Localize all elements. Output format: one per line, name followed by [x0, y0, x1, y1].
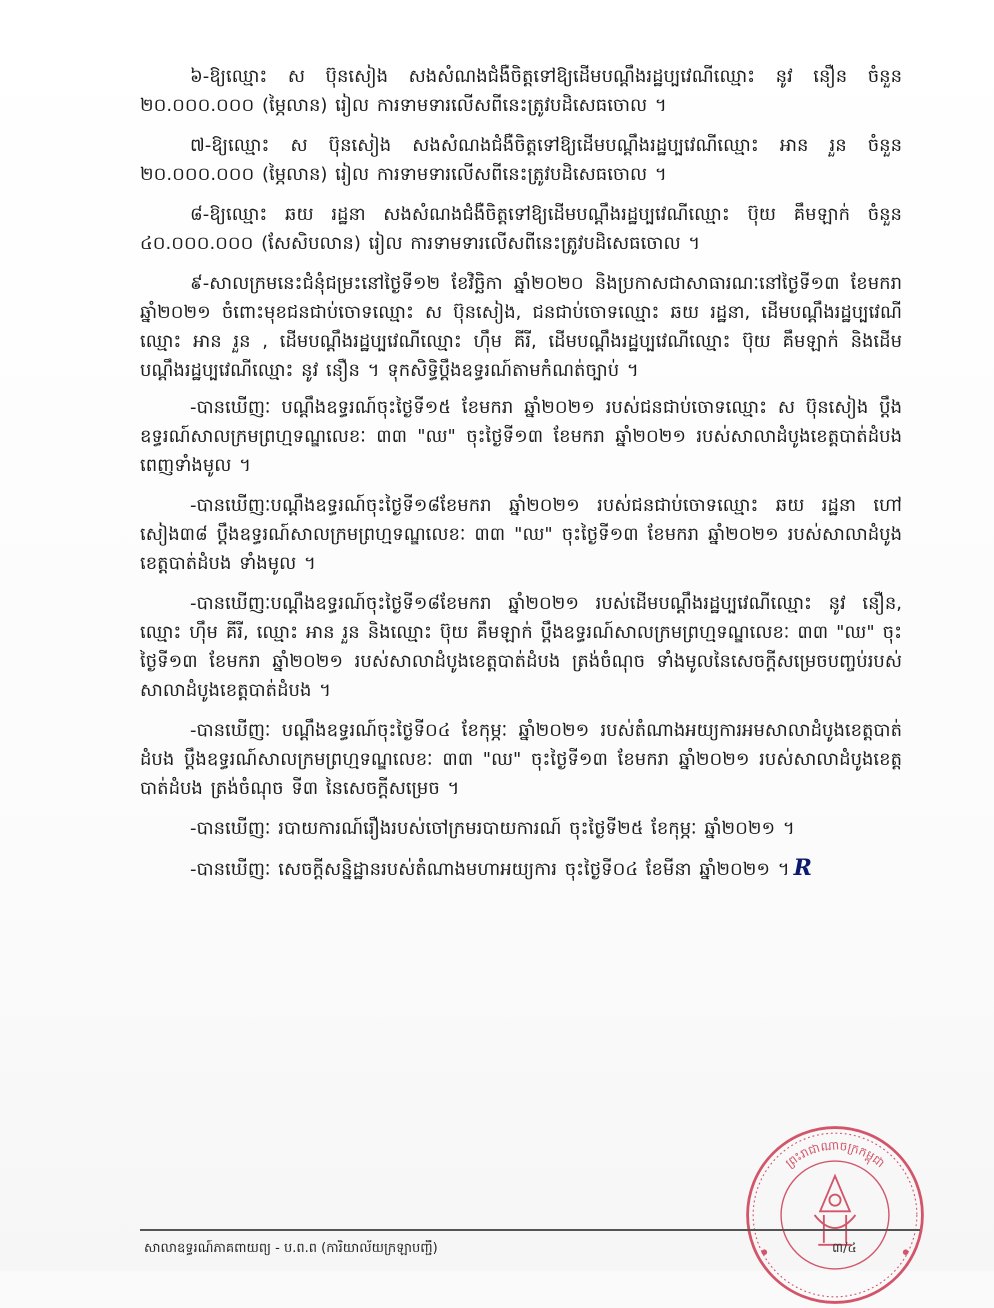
footer-page-number: ៣/៤: [832, 1241, 857, 1256]
seal-emblem-icon: [815, 1176, 856, 1245]
footer-text: សាលាឧទ្ធរណ៍ភាគពាយព្យ - ប.ព.ព (ការិយាល័យក្រឡាបញ្ជី): [144, 1241, 438, 1256]
paragraph-seen-appeal-defendant-1: -បានឃើញៈ បណ្តឹងឧទ្ធរណ៍ចុះថ្ងៃទី១៥ ខែមករា ឆ្នាំ២០២១ របស់ជនជាប់ចោទឈ្មោះ ស ប៊ុនសៀង ប្តឹងឧទ្ធរណ៍សាលក្រមព្រហ្មទណ្ឌលេខៈ ៣៣ "ឈ" ចុះថ្ងៃទី១៣ ខែមករា ឆ្នាំ២០២១ របស់សាលាដំបូងខេត្តបាត់ដំបង ពេញទាំងមូល ។: [140, 397, 902, 476]
paragraph-item-9: ៩-សាលក្រមនេះជំនុំជម្រះនៅថ្ងៃទី១២ ខែវិច្ឆិកា ឆ្នាំ២០២០ និងប្រកាសជាសាធារណៈនៅថ្ងៃទី១៣ ខែមករា ឆ្នាំ២០២១ ចំពោះមុខជនជាប់ចោទឈ្មោះ ស ប៊ុនសៀង, ជនជាប់ចោទឈ្មោះ ឆយ រដ្ឋនា, ដើមបណ្តឹងរដ្ឋប្បវេណីឈ្មោះ អាន រួន , ដើមបណ្តឹងរដ្ឋប្បវេណីឈ្មោះ ហ៊ឹម គីរី, ដើមបណ្តឹងរដ្ឋប្បវេណីឈ្មោះ ប៊ុយ គឹមឡាក់ និងដើមបណ្តឹងរដ្ឋប្បវេណីឈ្មោះ នូវ នឿន ។ ទុកសិទ្ធិប្តឹងឧទ្ធរណ៍តាមកំណត់ច្បាប់ ។: [140, 273, 902, 381]
paragraph-item-8: ៨-ឱ្យឈ្មោះ ឆយ រដ្ឋនា សងសំណងជំងឺចិត្តទៅឱ្យដើមបណ្តឹងរដ្ឋប្បវេណីឈ្មោះ ប៊ុយ គឹមឡាក់ ចំនួន ៤០.០០០.០០០ (សែសិបលាន) រៀល ការទាមទារលើសពីនេះត្រូវបដិសេធចោល ។: [140, 204, 902, 254]
footer-divider: [140, 1229, 920, 1231]
seal-arc-text: ព្រះរាជាណាចក្រកម្ពុជា: [782, 1138, 888, 1171]
paragraph-list: [140, 62, 902, 884]
paragraph-seen-report: -បានឃើញៈ របាយការណ៍រឿងរបស់ចៅក្រមរបាយការណ៍ ចុះថ្ងៃទី២៥ ខែកុម្ភៈ ឆ្នាំ២០២១ ។: [190, 818, 795, 839]
paragraph-seen-conclusion-text: -បានឃើញៈ សេចក្តីសន្និដ្ឋានរបស់តំណាងមហាអយ្យការ ចុះថ្ងៃទី០៤ ខែមីនា ឆ្នាំ២០២១ ។: [190, 859, 790, 880]
paragraph-seen-appeal-civil-parties: -បានឃើញៈបណ្តឹងឧទ្ធរណ៍ចុះថ្ងៃទី១៨ខែមករា ឆ្នាំ២០២១ របស់ដើមបណ្តឹងរដ្ឋប្បវេណីឈ្មោះ នូវ នឿន, ឈ្មោះ ហ៊ឹម គីរី, ឈ្មោះ អាន រួន និងឈ្មោះ ប៊ុយ គឹមឡាក់ ប្តឹងឧទ្ធរណ៍សាលក្រមព្រហ្មទណ្ឌលេខៈ ៣៣ "ឈ" ចុះថ្ងៃទី១៣ ខែមករា ឆ្នាំ២០២១ របស់សាលាដំបូងខេត្តបាត់ដំបង ត្រង់ចំណុច ទាំងមូលនៃសេចក្តីសម្រេចបញ្ចប់របស់សាលាដំបូងខេត្តបាត់ដំបង ។: [140, 593, 902, 701]
paragraph-seen-conclusion: [140, 854, 902, 884]
paragraph-seen-appeal-prosecutor: -បានឃើញៈ បណ្តឹងឧទ្ធរណ៍ចុះថ្ងៃទី០៤ ខែកុម្ភៈ ឆ្នាំ២០២១ របស់តំណាងអយ្យការអមសាលាដំបូងខេត្តបាត់ដំបង ប្តឹងឧទ្ធរណ៍សាលក្រមព្រហ្មទណ្ឌលេខៈ ៣៣ "ឈ" ចុះថ្ងៃទី១៣ ខែមករា ឆ្នាំ២០២១ របស់សាលាដំបូងខេត្តបាត់ដំបង ត្រង់ចំណុច ទី៣ នៃសេចក្តីសម្រេច ។: [140, 720, 902, 799]
document-body: [140, 62, 902, 895]
paragraph-seen-appeal-defendant-2: -បានឃើញៈបណ្តឹងឧទ្ធរណ៍ចុះថ្ងៃទី១៨ខែមករា ឆ្នាំ២០២១ របស់ជនជាប់ចោទឈ្មោះ ឆយ រដ្ឋនា ហៅ សៀង៣៨ ប្តឹងឧទ្ធរណ៍សាលក្រមព្រហ្មទណ្ឌលេខៈ ៣៣ "ឈ" ចុះថ្ងៃទី១៣ ខែមករា ឆ្នាំ២០២១ របស់សាលាដំបូងខេត្តបាត់ដំបង ទាំងមូល ។: [140, 495, 902, 574]
court-seal-stamp: [742, 1122, 928, 1308]
handwritten-initial: R: [793, 855, 812, 881]
paragraph-item-7: ៧-ឱ្យឈ្មោះ ស ប៊ុនសៀង សងសំណងជំងឺចិត្តទៅឱ្យដើមបណ្តឹងរដ្ឋប្បវេណីឈ្មោះ អាន រួន ចំនួន ២០.០០០.០០០ (ម្ភៃលាន) រៀល ការទាមទារលើសពីនេះត្រូវបដិសេធចោល ។: [140, 135, 902, 185]
paragraph-item-6: ៦-ឱ្យឈ្មោះ ស ប៊ុនសៀង សងសំណងជំងឺចិត្តទៅឱ្យដើមបណ្តឹងរដ្ឋប្បវេណីឈ្មោះ នូវ នឿន ចំនួន ២០.០០០.០០០ (ម្ភៃលាន) រៀល ការទាមទារលើសពីនេះត្រូវបដិសេធចោល ។: [140, 66, 902, 116]
